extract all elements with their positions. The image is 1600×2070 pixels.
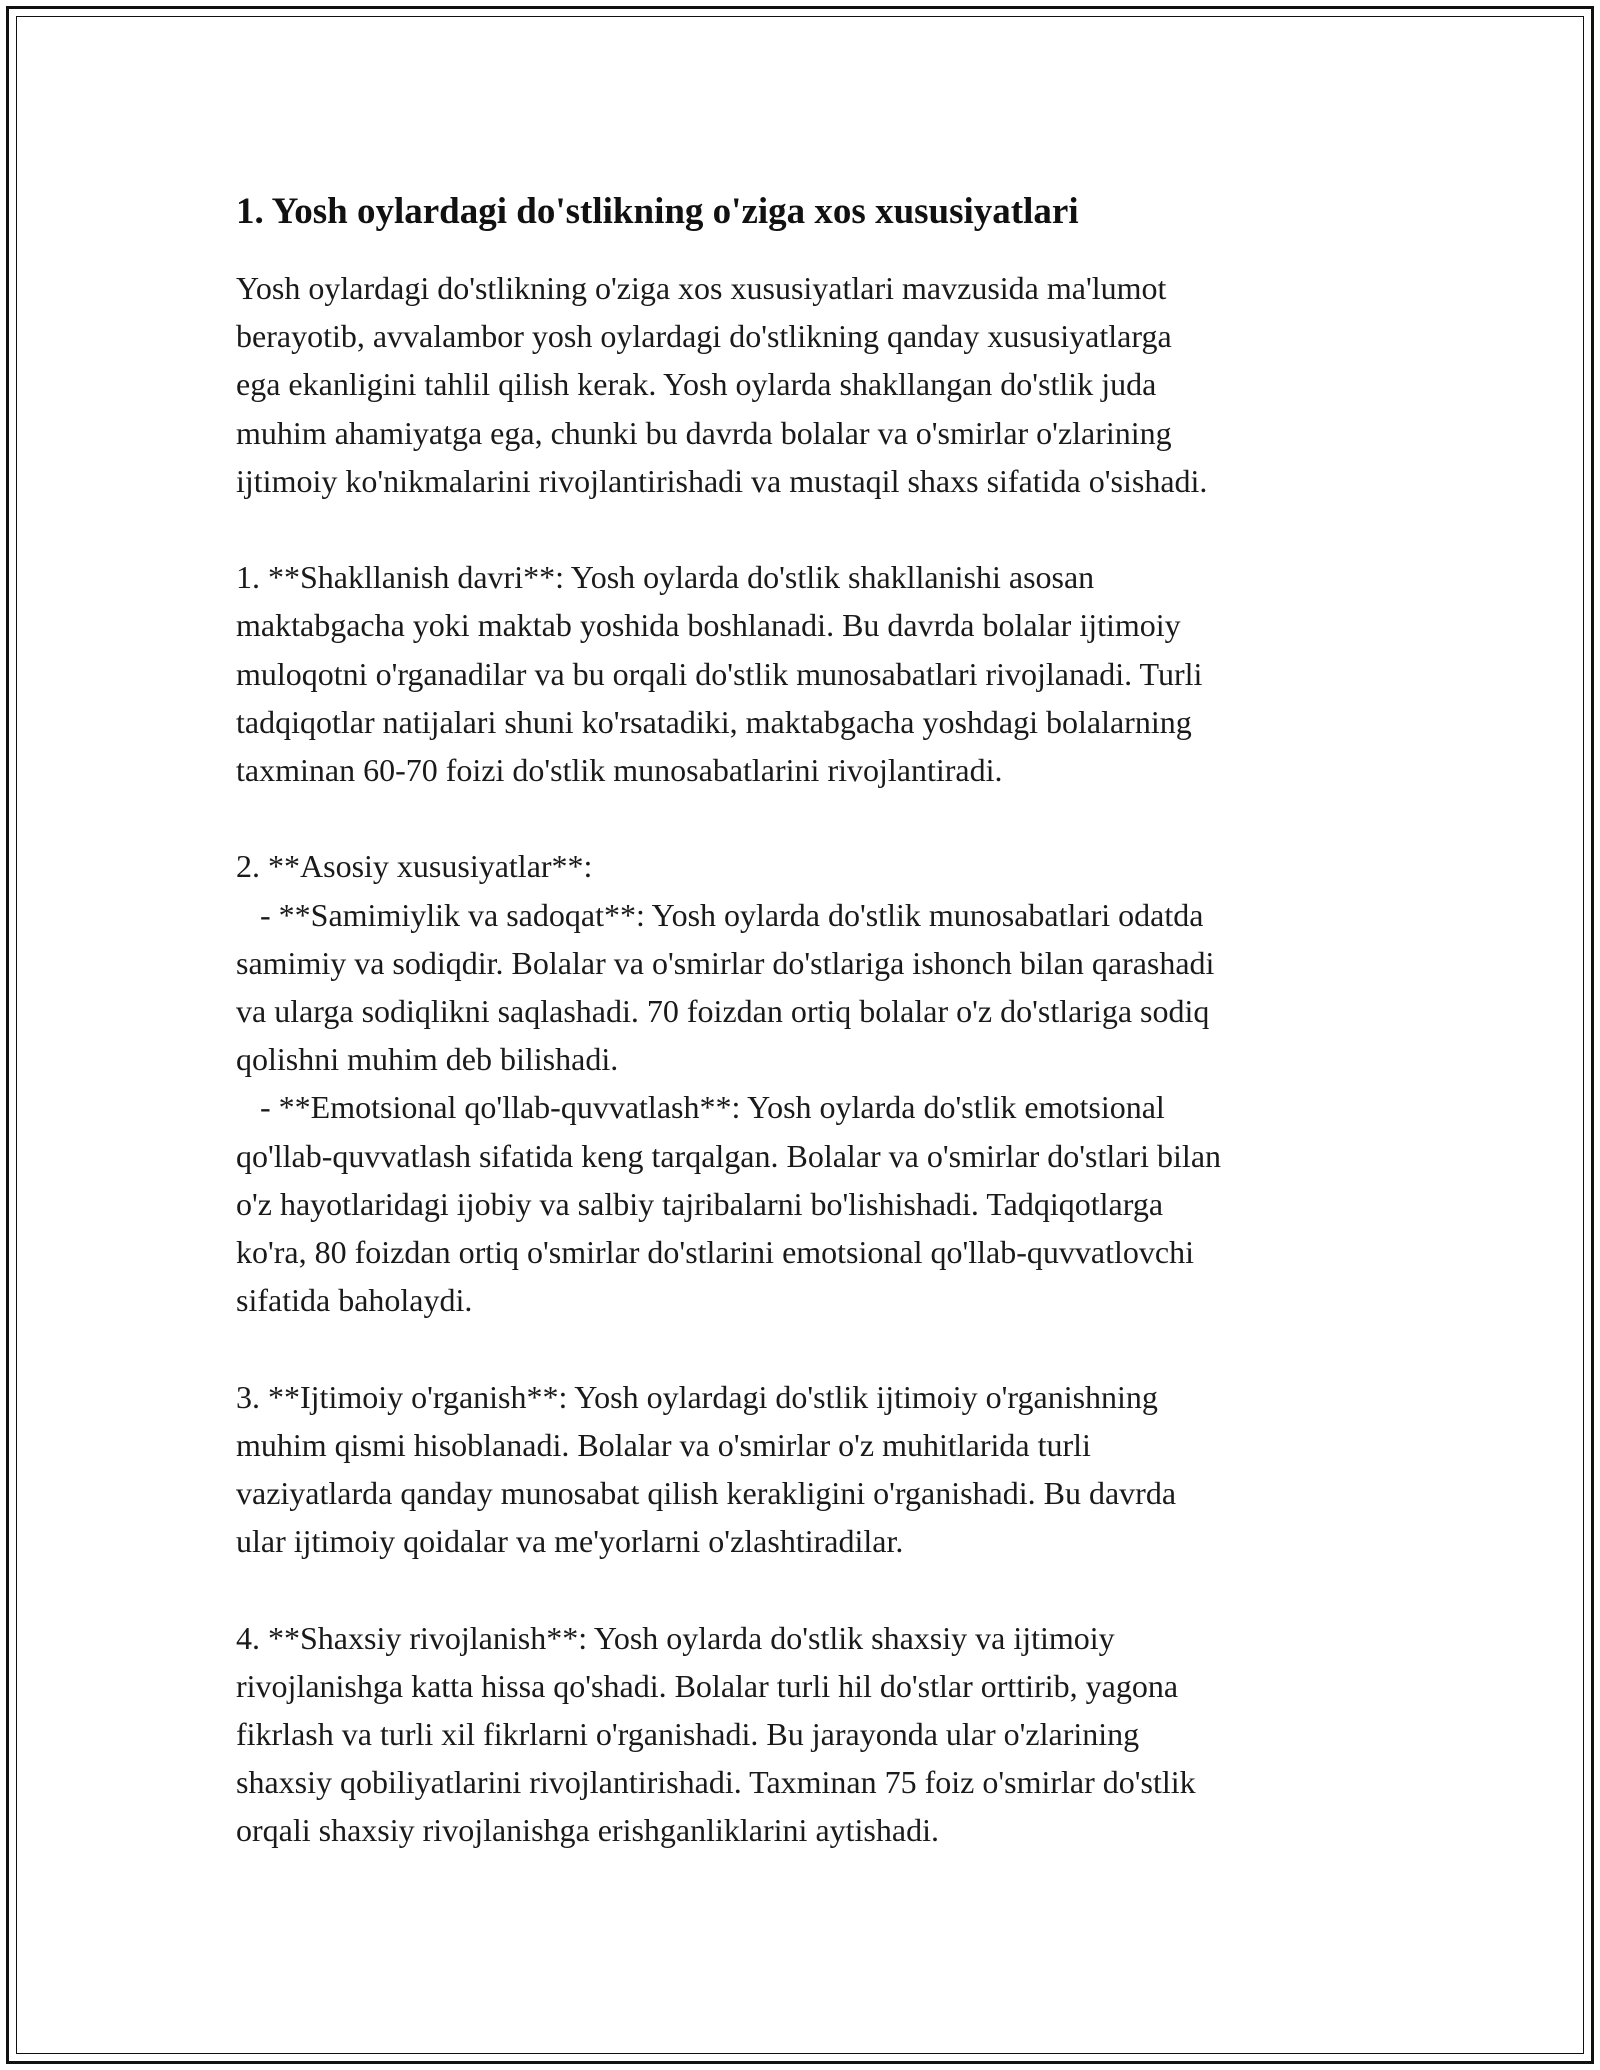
text-line: fikrlash va turli xil fikrlarni o'rganishadi. Bu jarayonda ular o'zlarining bbox=[236, 1716, 1140, 1753]
text-line: shaxsiy qobiliyatlarini rivojlantirishadi. Taxminan 75 foiz o'smirlar do'stlik bbox=[236, 1764, 1196, 1801]
text-line: 1. **Shakllanish davri**: Yosh oylarda do'stlik shakllanishi asosan bbox=[236, 559, 1095, 596]
paragraph bbox=[236, 553, 1386, 794]
text-line: orqali shaxsiy rivojlanishga erishganliklarini aytishadi. bbox=[236, 1812, 939, 1849]
body-text bbox=[236, 264, 1386, 1855]
text-line: 2. **Asosiy xususiyatlar**: bbox=[236, 848, 593, 885]
text-line: ega ekanligini tahlil qilish kerak. Yosh oylarda shakllangan do'stlik juda bbox=[236, 366, 1157, 403]
text-line: vaziyatlarda qanday munosabat qilish kerakligini o'rganishadi. Bu davrda bbox=[236, 1475, 1177, 1512]
text-line: qo'llab-quvvatlash sifatida keng tarqalgan. Bolalar va o'smirlar do'stlari bilan bbox=[236, 1137, 1222, 1174]
text-line: ijtimoiy ko'nikmalarini rivojlantirishadi va mustaqil shaxs sifatida o'sishadi. bbox=[236, 462, 1208, 499]
text-line: muhim qismi hisoblanadi. Bolalar va o'smirlar o'z muhitlarida turli bbox=[236, 1426, 1091, 1463]
text-line: o'z hayotlaridagi ijobiy va salbiy tajribalarni bo'lishishadi. Tadqiqotlarga bbox=[236, 1185, 1164, 1222]
text-line: ular ijtimoiy qoidalar va me'yorlarni o'zlashtiradilar. bbox=[236, 1523, 904, 1560]
text-line: 4. **Shaxsiy rivojlanish**: Yosh oylarda do'stlik shaxsiy va ijtimoiy bbox=[236, 1619, 1115, 1656]
paragraph bbox=[236, 842, 1386, 1324]
text-line: rivojlanishga katta hissa qo'shadi. Bolalar turli hil do'stlar orttirib, yagona bbox=[236, 1667, 1179, 1704]
text-line: - **Emotsional qo'llab-quvvatlash**: Yosh oylarda do'stlik emotsional bbox=[236, 1089, 1165, 1126]
text-line: taxminan 60-70 foizi do'stlik munosabatlarini rivojlantiradi. bbox=[236, 752, 1003, 789]
section-heading: 1. Yosh oylardagi do'stlikning o'ziga xos xususiyatlari bbox=[236, 191, 1079, 232]
text-line: sifatida baholaydi. bbox=[236, 1282, 473, 1319]
text-line: va ularga sodiqlikni saqlashadi. 70 foizdan ortiq bolalar o'z do'stlariga sodiq bbox=[236, 993, 1210, 1030]
text-line: Yosh oylardagi do'stlikning o'ziga xos xususiyatlari mavzusida ma'lumot bbox=[236, 270, 1167, 306]
text-line: qolishni muhim deb bilishadi. bbox=[236, 1041, 619, 1078]
document-content bbox=[236, 186, 1386, 1903]
text-line: samimiy va sodiqdir. Bolalar va o'smirlar do'stlariga ishonch bilan qarashadi bbox=[236, 944, 1215, 981]
text-line: tadqiqotlar natijalari shuni ko'rsatadiki, maktabgacha yoshdagi bolalarning bbox=[236, 703, 1192, 740]
text-line: berayotib, avvalambor yosh oylardagi do'stlikning qanday xususiyatlarga bbox=[236, 318, 1172, 355]
text-line: 3. **Ijtimoiy o'rganish**: Yosh oylardagi do'stlik ijtimoiy o'rganishning bbox=[236, 1378, 1158, 1415]
paragraph bbox=[236, 264, 1386, 505]
text-line: - **Samimiylik va sadoqat**: Yosh oylarda do'stlik munosabatlari odatda bbox=[236, 896, 1204, 933]
text-line: ko'ra, 80 foizdan ortiq o'smirlar do'stlarini emotsional qo'llab-quvvatlovchi bbox=[236, 1234, 1194, 1271]
paragraph bbox=[236, 1373, 1386, 1566]
paragraph bbox=[236, 1614, 1386, 1855]
text-line: maktabgacha yoki maktab yoshida boshlanadi. Bu davrda bolalar ijtimoiy bbox=[236, 607, 1181, 644]
text-line: muloqotni o'rganadilar va bu orqali do'stlik munosabatlari rivojlanadi. Turli bbox=[236, 655, 1203, 692]
text-line: muhim ahamiyatga ega, chunki bu davrda bolalar va o'smirlar o'zlarining bbox=[236, 414, 1172, 451]
